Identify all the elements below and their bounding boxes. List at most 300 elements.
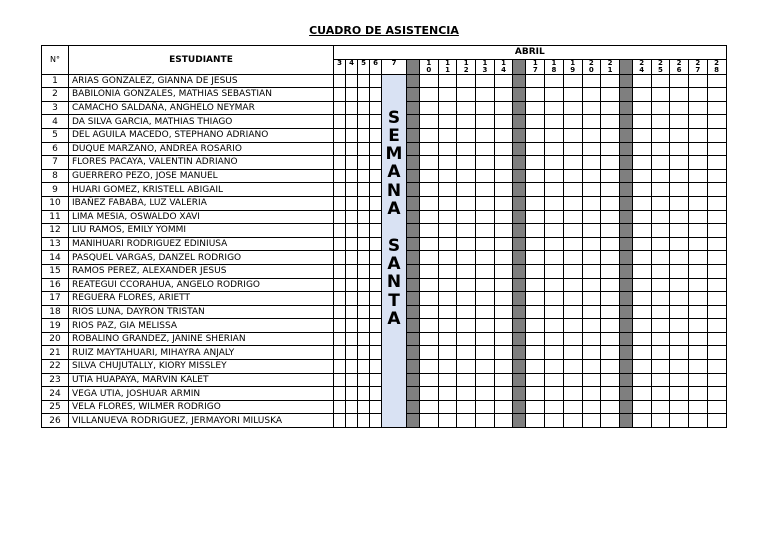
separator-cell [619, 360, 632, 374]
attendance-cell [582, 196, 601, 210]
separator-cell [407, 88, 420, 102]
attendance-cell [438, 251, 457, 265]
attendance-cell [494, 74, 513, 88]
attendance-cell [438, 264, 457, 278]
student-number: 11 [42, 210, 69, 224]
attendance-cell [563, 264, 582, 278]
attendance-cell [526, 373, 545, 387]
attendance-cell [601, 237, 620, 251]
attendance-cell [370, 292, 382, 306]
attendance-cell [420, 224, 439, 238]
attendance-cell [457, 156, 476, 170]
attendance-cell [670, 210, 689, 224]
attendance-cell [632, 196, 651, 210]
separator-cell [513, 346, 526, 360]
attendance-cell [346, 142, 358, 156]
holiday-letter: S [387, 107, 401, 128]
attendance-cell [670, 169, 689, 183]
attendance-cell [370, 88, 382, 102]
separator-cell [619, 292, 632, 306]
attendance-cell [707, 183, 726, 197]
attendance-cell [526, 224, 545, 238]
number-header: N° [42, 46, 69, 75]
attendance-cell [651, 224, 670, 238]
attendance-cell [707, 278, 726, 292]
attendance-cell [420, 319, 439, 333]
attendance-cell [688, 210, 707, 224]
attendance-cell [358, 128, 370, 142]
attendance-cell [545, 264, 564, 278]
separator-cell [619, 278, 632, 292]
attendance-cell [494, 183, 513, 197]
attendance-cell [420, 360, 439, 374]
attendance-cell [545, 400, 564, 414]
attendance-cell [457, 88, 476, 102]
attendance-cell [494, 224, 513, 238]
attendance-cell [476, 373, 495, 387]
attendance-cell [370, 196, 382, 210]
separator-cell [407, 251, 420, 265]
attendance-cell [582, 360, 601, 374]
attendance-cell [632, 292, 651, 306]
attendance-cell [545, 115, 564, 129]
separator-cell [619, 101, 632, 115]
attendance-cell [688, 251, 707, 265]
attendance-cell [632, 156, 651, 170]
attendance-cell [707, 400, 726, 414]
attendance-cell [632, 360, 651, 374]
table-row [42, 74, 727, 88]
separator-cell [513, 251, 526, 265]
attendance-cell [346, 210, 358, 224]
attendance-cell [358, 224, 370, 238]
attendance-cell [476, 251, 495, 265]
attendance-cell [688, 387, 707, 401]
separator-cell [619, 332, 632, 346]
attendance-cell [420, 183, 439, 197]
attendance-cell [707, 292, 726, 306]
attendance-cell [670, 292, 689, 306]
attendance-cell [688, 278, 707, 292]
attendance-cell [670, 360, 689, 374]
student-name: BABILONIA GONZALES, MATHIAS SEBASTIAN [69, 88, 334, 102]
day-label: 1 7 [526, 59, 545, 74]
attendance-cell [632, 319, 651, 333]
attendance-cell [632, 387, 651, 401]
attendance-cell [526, 414, 545, 428]
attendance-cell [632, 115, 651, 129]
attendance-cell [670, 346, 689, 360]
attendance-cell [651, 142, 670, 156]
student-number: 1 [42, 74, 69, 88]
separator-cell [407, 264, 420, 278]
attendance-cell [563, 305, 582, 319]
attendance-cell [346, 115, 358, 129]
attendance-cell [632, 142, 651, 156]
attendance-cell [526, 115, 545, 129]
attendance-cell [526, 183, 545, 197]
attendance-cell [651, 319, 670, 333]
attendance-cell [476, 210, 495, 224]
attendance-cell [420, 346, 439, 360]
attendance-cell [457, 74, 476, 88]
attendance-cell [438, 128, 457, 142]
attendance-cell [563, 387, 582, 401]
attendance-cell [632, 305, 651, 319]
separator-cell [407, 414, 420, 428]
attendance-cell [526, 128, 545, 142]
attendance-cell [526, 101, 545, 115]
attendance-cell [346, 278, 358, 292]
attendance-cell [601, 373, 620, 387]
separator-cell [407, 142, 420, 156]
attendance-cell [670, 251, 689, 265]
attendance-cell [545, 292, 564, 306]
day-label: 2 1 [601, 59, 620, 74]
student-number: 23 [42, 373, 69, 387]
attendance-cell [526, 264, 545, 278]
student-number: 21 [42, 346, 69, 360]
student-number: 22 [42, 360, 69, 374]
student-name: UTIA HUAPAYA, MARVIN KALET [69, 373, 334, 387]
attendance-cell [545, 346, 564, 360]
month-header: ABRIL [334, 46, 727, 60]
attendance-cell [707, 414, 726, 428]
attendance-cell [670, 88, 689, 102]
student-name: REATEGUI CCORAHUA, ANGELO RODRIGO [69, 278, 334, 292]
separator-cell [513, 156, 526, 170]
attendance-cell [545, 128, 564, 142]
attendance-cell [526, 88, 545, 102]
attendance-cell [334, 278, 346, 292]
attendance-cell [438, 101, 457, 115]
attendance-cell [420, 196, 439, 210]
separator-cell [513, 414, 526, 428]
attendance-cell [545, 251, 564, 265]
student-name: CAMACHO SALDAÑA, ANGHELO NEYMAR [69, 101, 334, 115]
attendance-cell [670, 156, 689, 170]
attendance-cell [457, 319, 476, 333]
separator-cell [407, 305, 420, 319]
attendance-cell [632, 414, 651, 428]
separator-cell [513, 74, 526, 88]
attendance-cell [651, 210, 670, 224]
day-label: 2 0 [582, 59, 601, 74]
separator-cell [513, 115, 526, 129]
attendance-cell [346, 237, 358, 251]
day-label: 1 1 [438, 59, 457, 74]
attendance-cell [346, 292, 358, 306]
attendance-cell [420, 387, 439, 401]
student-number: 17 [42, 292, 69, 306]
attendance-cell [601, 210, 620, 224]
attendance-cell [346, 251, 358, 265]
attendance-cell [563, 346, 582, 360]
separator-cell [513, 373, 526, 387]
attendance-cell [370, 74, 382, 88]
separator-cell [407, 224, 420, 238]
attendance-cell [670, 305, 689, 319]
attendance-cell [438, 210, 457, 224]
attendance-cell [563, 332, 582, 346]
attendance-cell [582, 101, 601, 115]
day-label: 1 3 [476, 59, 495, 74]
attendance-cell [457, 264, 476, 278]
attendance-cell [688, 156, 707, 170]
separator-cell [407, 400, 420, 414]
attendance-cell [476, 88, 495, 102]
attendance-cell [545, 237, 564, 251]
attendance-cell [601, 183, 620, 197]
attendance-cell [526, 169, 545, 183]
attendance-cell [707, 264, 726, 278]
student-name: VILLANUEVA RODRIGUEZ, JERMAYORI MILUSKA [69, 414, 334, 428]
separator-cell [619, 59, 632, 74]
day-label: 2 6 [670, 59, 689, 74]
attendance-cell [358, 251, 370, 265]
attendance-cell [420, 88, 439, 102]
attendance-cell [420, 373, 439, 387]
attendance-cell [601, 115, 620, 129]
day-label: 6 [370, 59, 382, 74]
day-label: 1 2 [457, 59, 476, 74]
attendance-cell [370, 278, 382, 292]
attendance-cell [334, 128, 346, 142]
attendance-cell [651, 400, 670, 414]
attendance-cell [601, 264, 620, 278]
attendance-cell [358, 346, 370, 360]
attendance-cell [707, 128, 726, 142]
attendance-cell [494, 387, 513, 401]
attendance-cell [370, 101, 382, 115]
separator-cell [619, 251, 632, 265]
attendance-cell [494, 305, 513, 319]
attendance-cell [457, 387, 476, 401]
day-label: 5 [358, 59, 370, 74]
attendance-cell [601, 346, 620, 360]
separator-cell [407, 346, 420, 360]
student-number: 9 [42, 183, 69, 197]
attendance-cell [651, 332, 670, 346]
separator-cell [407, 115, 420, 129]
attendance-cell [334, 101, 346, 115]
attendance-cell [688, 142, 707, 156]
attendance-cell [420, 332, 439, 346]
separator-cell [513, 292, 526, 306]
attendance-cell [563, 88, 582, 102]
separator-cell [407, 237, 420, 251]
attendance-cell [601, 332, 620, 346]
attendance-cell [526, 278, 545, 292]
attendance-cell [651, 88, 670, 102]
attendance-cell [334, 360, 346, 374]
attendance-cell [334, 292, 346, 306]
holiday-gap [382, 218, 406, 236]
student-name: DA SILVA GARCIA, MATHIAS THIAGO [69, 115, 334, 129]
attendance-cell [476, 387, 495, 401]
separator-cell [619, 373, 632, 387]
attendance-cell [651, 196, 670, 210]
attendance-cell [334, 210, 346, 224]
attendance-cell [457, 196, 476, 210]
attendance-cell [494, 319, 513, 333]
attendance-cell [420, 115, 439, 129]
attendance-cell [545, 210, 564, 224]
attendance-cell [688, 115, 707, 129]
attendance-cell [420, 101, 439, 115]
attendance-cell [494, 101, 513, 115]
attendance-cell [582, 292, 601, 306]
attendance-cell [651, 373, 670, 387]
attendance-cell [563, 169, 582, 183]
attendance-cell [563, 196, 582, 210]
attendance-cell [438, 156, 457, 170]
attendance-cell [476, 414, 495, 428]
attendance-cell [632, 183, 651, 197]
day-label: 1 8 [545, 59, 564, 74]
attendance-cell [707, 169, 726, 183]
student-number: 16 [42, 278, 69, 292]
attendance-cell [601, 196, 620, 210]
day-label: 1 9 [563, 59, 582, 74]
attendance-cell [334, 224, 346, 238]
attendance-cell [582, 224, 601, 238]
attendance-cell [526, 346, 545, 360]
attendance-cell [334, 305, 346, 319]
attendance-cell [334, 387, 346, 401]
attendance-cell [688, 128, 707, 142]
attendance-cell [334, 319, 346, 333]
attendance-cell [476, 169, 495, 183]
attendance-cell [370, 400, 382, 414]
separator-cell [407, 332, 420, 346]
attendance-cell [494, 414, 513, 428]
attendance-cell [563, 224, 582, 238]
attendance-cell [358, 292, 370, 306]
attendance-cell [632, 346, 651, 360]
attendance-cell [582, 183, 601, 197]
attendance-cell [707, 88, 726, 102]
attendance-cell [545, 88, 564, 102]
attendance-cell [670, 237, 689, 251]
student-number: 8 [42, 169, 69, 183]
separator-cell [513, 210, 526, 224]
attendance-cell [494, 292, 513, 306]
attendance-cell [601, 360, 620, 374]
attendance-cell [370, 128, 382, 142]
separator-cell [619, 237, 632, 251]
attendance-cell [601, 251, 620, 265]
attendance-cell [563, 319, 582, 333]
separator-cell [513, 142, 526, 156]
attendance-cell [358, 183, 370, 197]
separator-cell [513, 400, 526, 414]
attendance-cell [334, 346, 346, 360]
separator-cell [407, 278, 420, 292]
attendance-cell [420, 264, 439, 278]
attendance-cell [582, 237, 601, 251]
attendance-cell [420, 278, 439, 292]
attendance-cell [457, 183, 476, 197]
attendance-cell [707, 156, 726, 170]
attendance-cell [601, 156, 620, 170]
attendance-cell [582, 373, 601, 387]
student-number: 3 [42, 101, 69, 115]
student-name: LIU RAMOS, EMILY YOMMI [69, 224, 334, 238]
attendance-cell [688, 332, 707, 346]
attendance-cell [632, 169, 651, 183]
attendance-cell [582, 142, 601, 156]
attendance-cell [476, 183, 495, 197]
attendance-cell [457, 400, 476, 414]
attendance-cell [670, 319, 689, 333]
attendance-cell [334, 183, 346, 197]
attendance-cell [707, 115, 726, 129]
attendance-cell [494, 237, 513, 251]
attendance-cell [688, 319, 707, 333]
separator-cell [513, 237, 526, 251]
attendance-cell [370, 264, 382, 278]
attendance-cell [563, 400, 582, 414]
student-number: 20 [42, 332, 69, 346]
attendance-cell [358, 169, 370, 183]
attendance-cell [346, 373, 358, 387]
attendance-cell [688, 237, 707, 251]
attendance-cell [476, 237, 495, 251]
student-name: REGUERA FLORES, ARIETT [69, 292, 334, 306]
attendance-cell [438, 360, 457, 374]
attendance-cell [670, 224, 689, 238]
student-number: 4 [42, 115, 69, 129]
attendance-cell [476, 332, 495, 346]
attendance-cell [457, 169, 476, 183]
attendance-cell [438, 169, 457, 183]
attendance-cell [632, 210, 651, 224]
student-name: RAMOS PEREZ, ALEXANDER JESUS [69, 264, 334, 278]
attendance-cell [651, 414, 670, 428]
attendance-cell [545, 373, 564, 387]
attendance-cell [457, 305, 476, 319]
attendance-cell [601, 101, 620, 115]
attendance-cell [526, 305, 545, 319]
attendance-cell [494, 332, 513, 346]
holiday-letter: A [387, 253, 401, 274]
attendance-cell [545, 387, 564, 401]
attendance-cell [670, 115, 689, 129]
attendance-cell [346, 264, 358, 278]
attendance-cell [688, 224, 707, 238]
attendance-cell [457, 128, 476, 142]
attendance-cell [670, 373, 689, 387]
attendance-cell [476, 128, 495, 142]
attendance-cell [346, 360, 358, 374]
attendance-cell [707, 332, 726, 346]
attendance-cell [563, 210, 582, 224]
student-number: 14 [42, 251, 69, 265]
separator-cell [513, 319, 526, 333]
attendance-cell [688, 373, 707, 387]
attendance-cell [582, 264, 601, 278]
attendance-cell [651, 264, 670, 278]
attendance-cell [651, 387, 670, 401]
attendance-cell [476, 115, 495, 129]
attendance-cell [334, 251, 346, 265]
attendance-cell [688, 169, 707, 183]
attendance-cell [526, 210, 545, 224]
attendance-cell [370, 373, 382, 387]
attendance-cell [601, 414, 620, 428]
day-label: 2 8 [707, 59, 726, 74]
